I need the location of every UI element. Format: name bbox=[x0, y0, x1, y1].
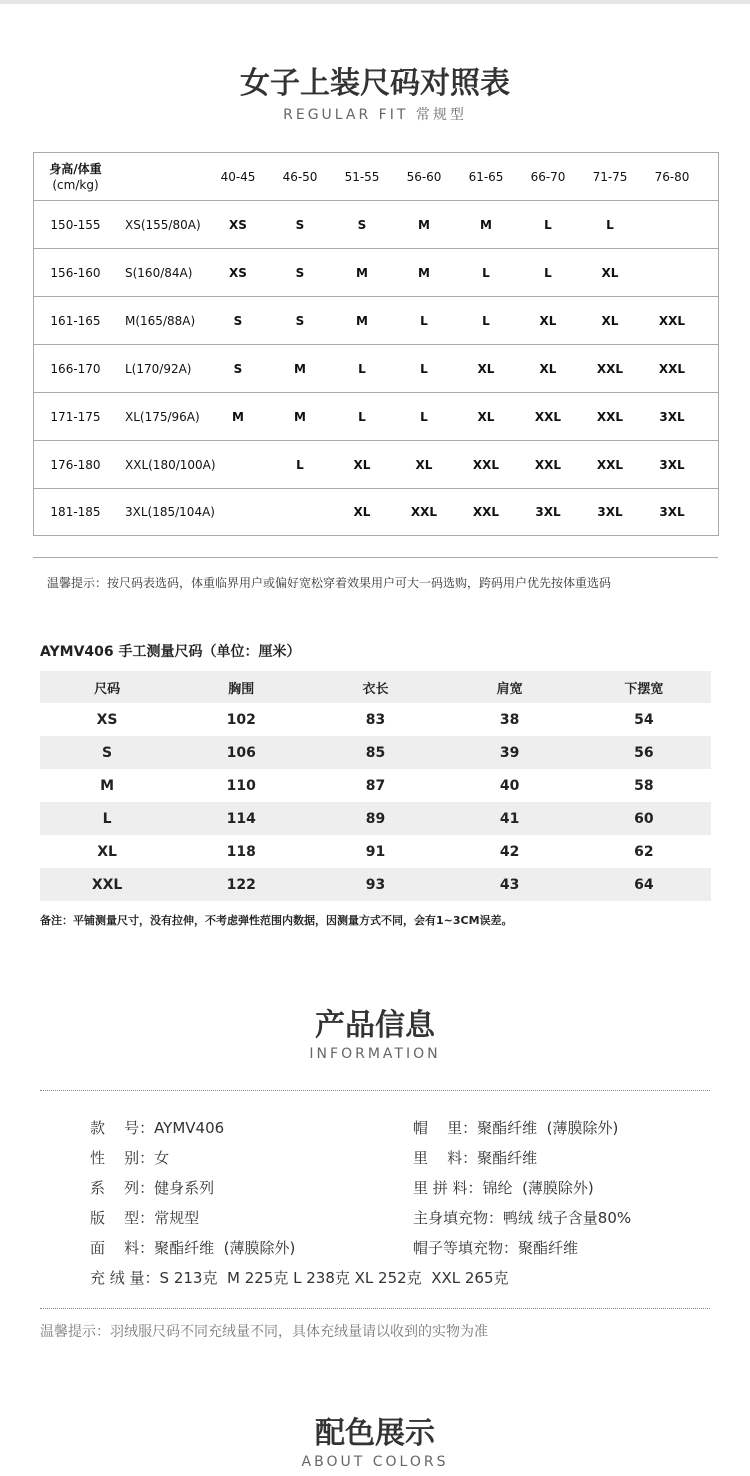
table-row bbox=[40, 802, 711, 835]
product-subtitle: INFORMATION bbox=[309, 1046, 441, 1062]
size-cell: M bbox=[480, 217, 492, 232]
table-row bbox=[34, 249, 718, 297]
measure-header: 肩宽 bbox=[496, 681, 523, 697]
size-cell: 3XL bbox=[659, 457, 685, 472]
size-label-cell: XL(175/96A) bbox=[125, 409, 200, 424]
size-label-cell: XXL(180/100A) bbox=[125, 457, 216, 472]
info-left-item: 系 列：健身系列 bbox=[90, 1179, 215, 1197]
size-cell: L bbox=[420, 409, 428, 424]
size-chart-table bbox=[33, 152, 719, 536]
size-cell: XXL bbox=[472, 457, 500, 472]
size-cell: M bbox=[232, 409, 244, 424]
measure-cell: 102 bbox=[226, 711, 256, 728]
size-cell: XXL bbox=[472, 505, 500, 519]
measure-header-row bbox=[40, 671, 711, 703]
size-cell: L bbox=[358, 409, 366, 424]
measure-cell: 41 bbox=[499, 810, 520, 827]
measure-cell: 93 bbox=[365, 876, 386, 893]
size-cell: XXL bbox=[534, 457, 562, 472]
table-row bbox=[34, 201, 718, 249]
height-cell: 161-165 bbox=[50, 313, 101, 328]
height-cell: 150-155 bbox=[50, 217, 101, 232]
height-cell: 166-170 bbox=[50, 361, 101, 376]
top-divider bbox=[0, 0, 750, 4]
table-row bbox=[34, 489, 718, 535]
size-cell: XL bbox=[539, 313, 557, 328]
size-cell: S bbox=[233, 313, 243, 328]
table-row bbox=[40, 736, 711, 769]
measure-title: AYMV406 手工测量尺码（单位：厘米） bbox=[40, 644, 301, 660]
divider bbox=[33, 557, 718, 558]
weight-header: 56-60 bbox=[406, 169, 442, 184]
measure-cell: 39 bbox=[499, 744, 520, 761]
measure-cell: 60 bbox=[634, 810, 654, 827]
size-cell: XL bbox=[539, 361, 557, 376]
size-cell: XXL bbox=[658, 361, 686, 376]
measure-cell: 87 bbox=[365, 777, 386, 794]
size-cell: XXL bbox=[596, 361, 624, 376]
colors-title: 配色展示 bbox=[315, 1416, 435, 1451]
size-label-cell: S(160/84A) bbox=[125, 265, 193, 280]
size-cell: XL bbox=[353, 457, 371, 472]
size-cell: L bbox=[482, 313, 490, 328]
size-cell: S bbox=[295, 313, 305, 328]
measure-cell: 42 bbox=[499, 843, 520, 860]
measure-note: 备注：平铺测量尺寸，没有拉伸，不考虑弹性范围内数据，因测量方式不同，会有1~3CM误差。 bbox=[40, 914, 513, 927]
size-cell: S bbox=[233, 361, 243, 376]
height-cell: 156-160 bbox=[50, 265, 101, 280]
measure-cell: 118 bbox=[226, 843, 256, 860]
size-cell: M bbox=[356, 313, 368, 328]
size-cell: L bbox=[420, 313, 428, 328]
product-title: 产品信息 bbox=[315, 1008, 435, 1043]
size-cell: XS bbox=[229, 217, 247, 232]
size-chart-header bbox=[34, 153, 718, 201]
measure-cell: XS bbox=[96, 711, 118, 728]
size-cell: S bbox=[357, 217, 367, 232]
info-right-item: 主身填充物：鸭绒 绒子含量80% bbox=[413, 1209, 632, 1227]
size-cell: M bbox=[418, 265, 430, 280]
weight-header: 71-75 bbox=[592, 169, 628, 184]
measure-cell: 122 bbox=[226, 876, 256, 893]
size-cell: XXL bbox=[534, 409, 562, 424]
size-cell: 3XL bbox=[659, 505, 685, 519]
size-cell: XXL bbox=[658, 313, 686, 328]
size-cell: 3XL bbox=[535, 505, 561, 519]
measure-cell: 106 bbox=[226, 744, 256, 761]
size-cell: 3XL bbox=[597, 505, 623, 519]
info-left-item: 版 型：常规型 bbox=[90, 1209, 200, 1227]
size-label-cell: XS(155/80A) bbox=[125, 217, 201, 232]
size-cell: L bbox=[544, 217, 552, 232]
info-right-item: 帽子等填充物：聚酯纤维 bbox=[413, 1239, 579, 1257]
size-cell: XL bbox=[477, 409, 495, 424]
colors-subtitle: ABOUT COLORS bbox=[301, 1454, 449, 1470]
dotted-divider bbox=[40, 1308, 710, 1309]
measure-cell: 43 bbox=[499, 876, 520, 893]
measure-cell: 110 bbox=[226, 777, 256, 794]
height-cell: 181-185 bbox=[50, 505, 101, 519]
fill-tip: 温馨提示：羽绒服尺码不同充绒量不同，具体充绒量请以收到的实物为准 bbox=[40, 1324, 488, 1340]
info-right-item: 里 拼 料：锦纶 (薄膜除外) bbox=[413, 1179, 594, 1197]
size-cell: S bbox=[295, 265, 305, 280]
info-right-item: 里 料：聚酯纤维 bbox=[413, 1149, 538, 1167]
table-row bbox=[40, 835, 711, 868]
info-right-item: 帽 里：聚酯纤维 (薄膜除外) bbox=[413, 1119, 619, 1137]
size-cell: M bbox=[356, 265, 368, 280]
height-cell: 176-180 bbox=[50, 457, 101, 472]
size-cell: L bbox=[544, 265, 552, 280]
table-row bbox=[40, 703, 711, 736]
size-cell: XXL bbox=[596, 457, 624, 472]
measure-header: 下摆宽 bbox=[624, 681, 664, 697]
size-label-cell: M(165/88A) bbox=[125, 313, 196, 328]
size-cell: XXL bbox=[410, 505, 438, 519]
size-cell: XL bbox=[353, 505, 371, 519]
info-left-item: 性 别：女 bbox=[90, 1149, 170, 1167]
measure-cell: 64 bbox=[634, 876, 654, 893]
measure-table bbox=[40, 671, 711, 901]
measure-header: 尺码 bbox=[94, 681, 121, 697]
size-cell: L bbox=[296, 457, 304, 472]
fill-amount: 充 绒 量：S 213克 M 225克 L 238克 XL 252克 XXL 265克 bbox=[90, 1269, 509, 1287]
header-label-2: (cm/kg) bbox=[52, 177, 99, 192]
measure-cell: XL bbox=[97, 843, 117, 860]
measure-cell: 114 bbox=[226, 810, 256, 827]
measure-header: 衣长 bbox=[362, 681, 389, 697]
table-row bbox=[34, 297, 718, 345]
size-cell: L bbox=[606, 217, 614, 232]
header-label bbox=[34, 161, 117, 193]
size-cell: XL bbox=[601, 313, 619, 328]
measure-cell: 56 bbox=[634, 744, 654, 761]
weight-header: 66-70 bbox=[530, 169, 566, 184]
measure-cell: M bbox=[100, 777, 115, 794]
table-row bbox=[34, 345, 718, 393]
weight-header: 51-55 bbox=[344, 169, 380, 184]
measure-cell: 89 bbox=[365, 810, 386, 827]
weight-header: 40-45 bbox=[220, 169, 256, 184]
size-cell: M bbox=[418, 217, 430, 232]
size-cell: L bbox=[482, 265, 490, 280]
table-row bbox=[40, 868, 711, 901]
measure-cell: 62 bbox=[634, 843, 654, 860]
size-cell: L bbox=[420, 361, 428, 376]
size-cell: XXL bbox=[596, 409, 624, 424]
height-cell: 171-175 bbox=[50, 409, 101, 424]
measure-cell: L bbox=[102, 810, 112, 827]
weight-header: 46-50 bbox=[282, 169, 318, 184]
size-cell: XS bbox=[229, 265, 247, 280]
dotted-divider bbox=[40, 1090, 710, 1091]
page-title: 女子上装尺码对照表 bbox=[240, 66, 510, 101]
measure-cell: 58 bbox=[634, 777, 654, 794]
size-cell: XL bbox=[477, 361, 495, 376]
size-cell: M bbox=[294, 361, 306, 376]
size-tip: 温馨提示：按尺码表选码，体重临界用户或偏好宽松穿着效果用户可大一码选购，跨码用户优先按体重选码 bbox=[47, 576, 612, 590]
measure-cell: 54 bbox=[634, 711, 654, 728]
measure-header: 胸围 bbox=[228, 681, 255, 697]
size-cell: L bbox=[358, 361, 366, 376]
measure-cell: 40 bbox=[499, 777, 520, 794]
size-cell: XL bbox=[415, 457, 433, 472]
size-cell: S bbox=[295, 217, 305, 232]
measure-cell: 85 bbox=[365, 744, 386, 761]
measure-cell: S bbox=[102, 744, 113, 761]
size-cell: M bbox=[294, 409, 306, 424]
size-label-cell: 3XL(185/104A) bbox=[125, 505, 215, 519]
size-cell: 3XL bbox=[659, 409, 685, 424]
measure-cell: 83 bbox=[365, 711, 386, 728]
table-row bbox=[34, 393, 718, 441]
measure-cell: 91 bbox=[365, 843, 386, 860]
table-row bbox=[34, 441, 718, 489]
measure-cell: XXL bbox=[91, 876, 123, 893]
size-label-cell: L(170/92A) bbox=[125, 361, 192, 376]
weight-header: 61-65 bbox=[468, 169, 504, 184]
weight-header: 76-80 bbox=[654, 169, 690, 184]
header-label-1: 身高/体重 bbox=[49, 161, 102, 176]
measure-cell: 38 bbox=[499, 711, 520, 728]
info-left-item: 面 料：聚酯纤维 (薄膜除外) bbox=[90, 1239, 296, 1257]
table-row bbox=[40, 769, 711, 802]
page-subtitle: REGULAR FIT 常规型 bbox=[283, 107, 467, 123]
size-cell: XL bbox=[601, 265, 619, 280]
info-left-item: 款 号：AYMV406 bbox=[90, 1119, 225, 1137]
